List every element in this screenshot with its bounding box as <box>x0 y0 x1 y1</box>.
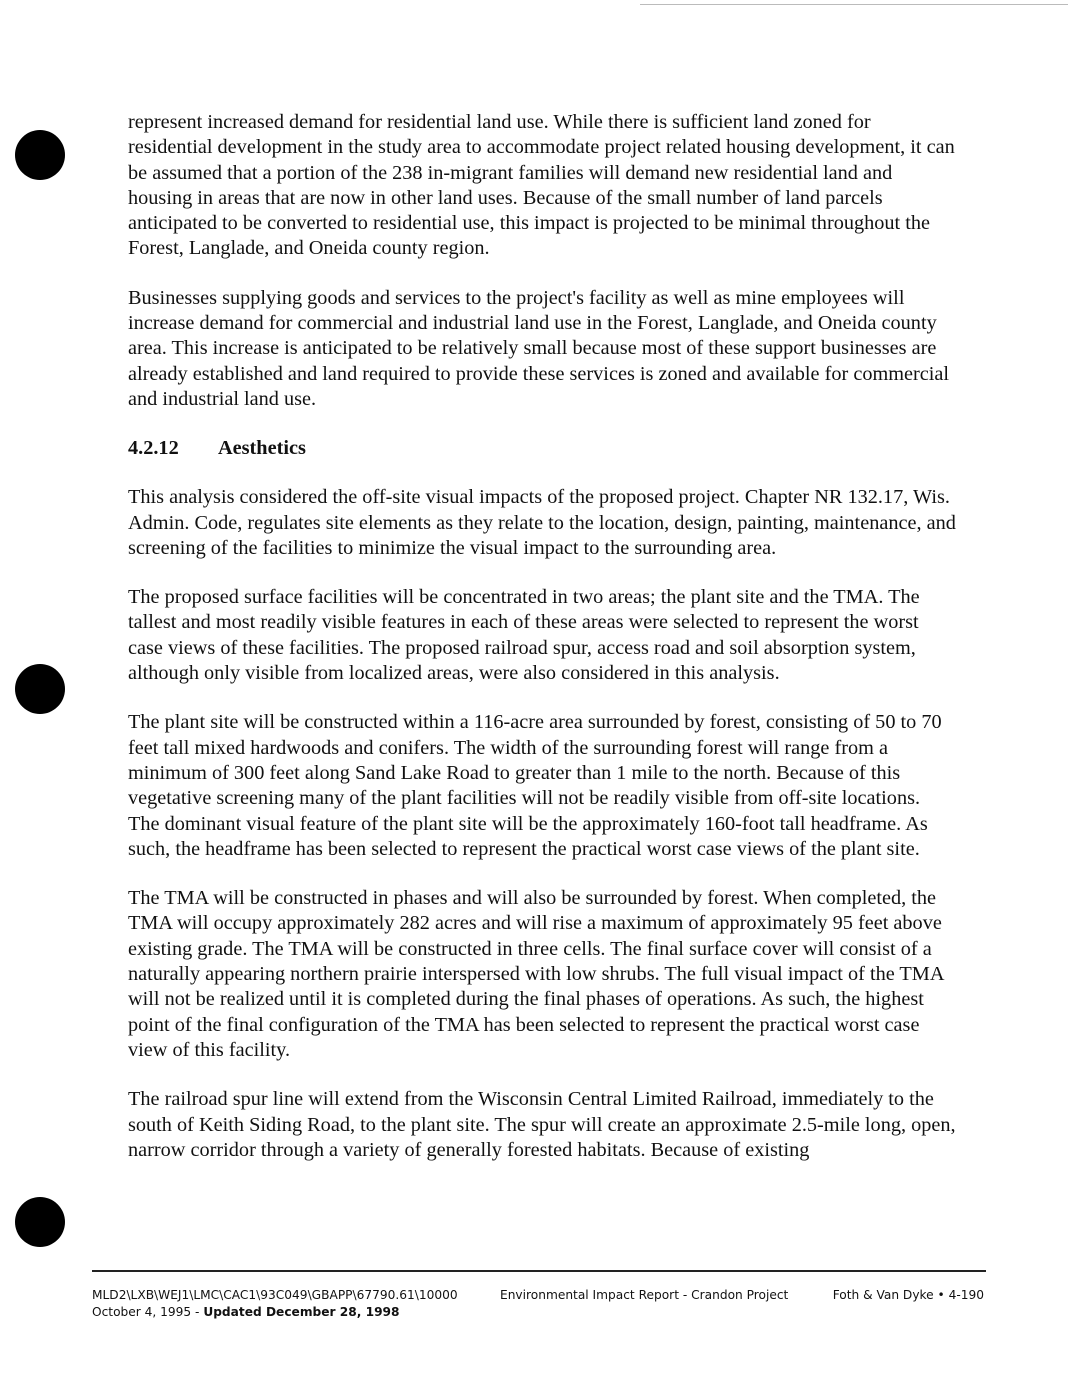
document-body <box>128 110 956 1187</box>
punch-hole-middle <box>15 664 65 714</box>
paragraph-commercial-land-use: Businesses supplying goods and services to the project's facility as well as mine employees will increase demand for commercial and industrial land use in the Forest, Langlade, and Oneida county area. This increase is anticipated to be relatively small because most of these support businesses are already established and land required to provide these services is zoned and available for commercial and industrial land use. <box>128 286 950 410</box>
footer-file-path: MLD2\LXB\WEJ1\LMC\CAC1\93C049\GBAPP\67790.61\10000 <box>92 1288 458 1302</box>
top-edge-rule <box>640 4 1068 5</box>
page-footer <box>92 1287 986 1327</box>
paragraph-railroad-spur: The railroad spur line will extend from the Wisconsin Central Limited Railroad, immediately to the south of Keith Siding Road, to the plant site. The spur will create an approximate 2.5-mile long, open, narrow corridor through a variety of generally forested habitats. Because of existing <box>128 1088 956 1161</box>
punch-hole-top <box>15 130 65 180</box>
section-title: Aesthetics <box>218 437 306 460</box>
punch-hole-bottom <box>15 1197 65 1247</box>
paragraph-surface-facilities: The proposed surface facilities will be concentrated in two areas; the plant site and the TMA. The tallest and most readily visible features in each of these areas were selected to represent the worst case views of these facilities. The proposed railroad spur, access road and soil absorption system, although only visible from localized areas, were also considered in this analysis. <box>128 586 920 685</box>
footer-dates <box>92 1304 502 1321</box>
paragraph-tma: The TMA will be constructed in phases and will also be surrounded by forest. When completed, the TMA will occupy approximately 282 acres and will rise a maximum of approximately 95 feet above existing grade. The TMA will be constructed in three cells. The final surface cover will consist of a naturally appearing northern prairie interspersed with low shrubs. The full visual impact of the TMA will not be realized until it is completed during the final phases of operations. As such, the highest point of the final configuration of the TMA has been selected to represent the practical worst case view of this facility. <box>128 887 944 1061</box>
footer-date-updated: Updated December 28, 1998 <box>203 1305 400 1319</box>
paragraph-plant-site: The plant site will be constructed within a 116-acre area surrounded by forest, consisting of 50 to 70 feet tall mixed hardwoods and conifers. The width of the surrounding forest will range from a minimum of 300 feet along Sand Lake Road to greater than 1 mile to the north. Because of this vegetative screening many of the plant facilities will not be readily visible from off-site locations. The dominant visual feature of the plant site will be the approximately 160-foot tall headframe. As such, the headframe has been selected to represent the practical worst case views of the plant site. <box>128 711 942 860</box>
paragraph-residential-land-use: represent increased demand for residential land use. While there is sufficient land zoned for residential development in the study area to accommodate project related housing development, it can be assumed that a portion of the 238 in-migrant families will demand new residential land and housing in areas that are now in other land uses. Because of the small number of land parcels anticipated to be converted to residential use, this impact is projected to be minimal throughout the Forest, Langlade, and Oneida county region. <box>128 111 955 260</box>
footer-divider <box>92 1270 986 1272</box>
footer-left <box>92 1287 502 1321</box>
section-heading <box>128 436 956 461</box>
paragraph-analysis-scope: This analysis considered the off-site visual impacts of the proposed project. Chapter NR 132.17, Wis. Admin. Code, regulates site elements as they relate to the location, design, painting, maintenance, and screening of the facilities to minimize the visual impact to the surrounding area. <box>128 486 956 559</box>
footer-page-number: Foth & Van Dyke • 4-190 <box>832 1288 984 1302</box>
footer-date-original: October 4, 1995 - <box>92 1305 204 1319</box>
footer-report-title: Environmental Impact Report - Crandon Project <box>500 1288 789 1302</box>
section-number: 4.2.12 <box>128 437 179 460</box>
